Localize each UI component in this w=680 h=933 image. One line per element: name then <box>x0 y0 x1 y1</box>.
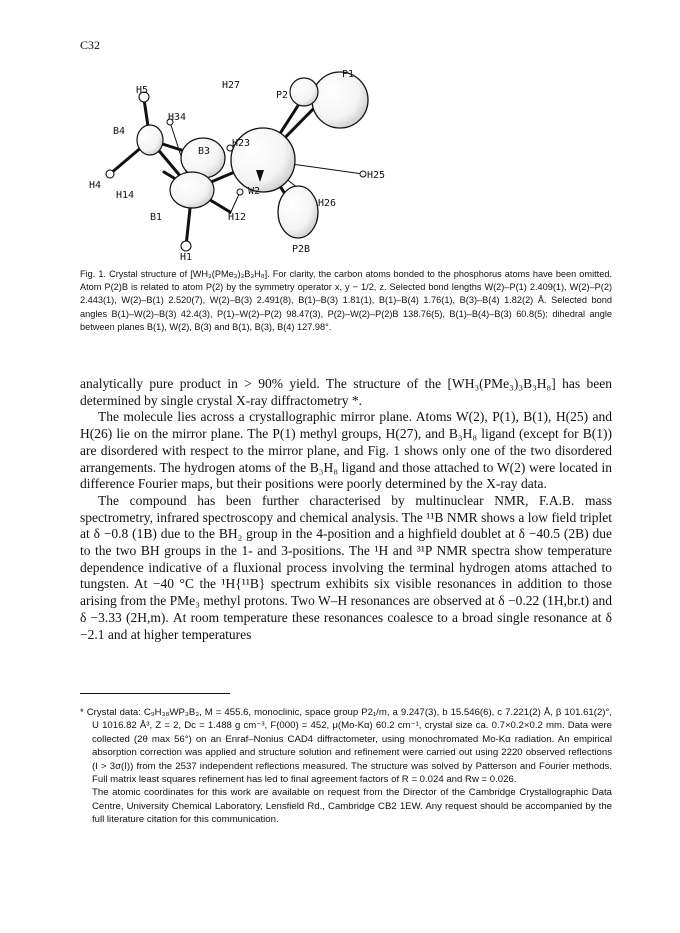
label-h5: H5 <box>136 85 149 96</box>
atom-p1 <box>312 72 368 128</box>
label-h12: H12 <box>228 212 247 223</box>
body-text <box>80 376 612 643</box>
footnote-rule <box>80 693 230 694</box>
atom-h1 <box>181 241 191 251</box>
atom-b1 <box>170 172 214 208</box>
paragraph: analytically pure product in > 90% yield. The structure of the [WH₃(PMe₃)₃B₃H₈] has been determined by single crystal X-ray diffractometry *. <box>80 376 612 408</box>
footnote <box>80 706 612 827</box>
label-h27: H27 <box>222 80 241 91</box>
label-h25: H25 <box>367 170 386 181</box>
label-h1: H1 <box>180 252 193 262</box>
label-p1: P1 <box>342 69 355 80</box>
figure-caption: Fig. 1. Crystal structure of [WH₃(PMe₃)₃B₃H₈]. For clarity, the carbon atoms bonded to the phosphorus atoms have been omitted. Atom P(2)B is related to atom P(2) by the symmetry operator x, y − 1/2, z. Selected bond lengths W(2)–P(1) 2.409(1), W(2)–P(2) 2.443(1), W(2)–B(1) 2.520(7), W(2)–B(3) 2.491(8), B(1)–B(3) 1.81(1), B(1)–B(4) 1.76(1), B(3)–B(4) 1.82(2) Å. Selected bond angles B(1)–W(2)–B(3) 42.4(3), P(1)–W(2)–P(2) 98.47(3), P(2)–W(2)–P(2)B 138.76(5), B(1)–B(4)–B(3) 60.8(5); dihedral angle between planes B(1), W(2), B(3) and B(1), B(3), B(4) 127.98°. <box>80 269 612 332</box>
crystal-structure-figure <box>80 62 620 262</box>
atom-h4 <box>106 170 114 178</box>
footnote-crystal-data: * Crystal data: C₉H₃₈WP₃B₃, M = 455.6, monoclinic, space group P2₁/m, a 9.247(3), b 15.546(6), c 7.221(2) Å, β 101.61(2)°, U 1016.82 Å³, Z = 2, Dc = 1.488 g cm⁻³, F(000) = 452, μ(Mo-Kα) 60.2 cm⁻¹, crystal size ca. 0.7×0.2×0.2 mm. Data were collected (2θ max 56°) on an Enraf–Nonius CAD4 diffractometer, using monochromated Mo-Kα radiation. An empirical absorption correction was applied and structure solution and refinement were carried out using 2220 observed reflections (I > 3σ(I)) from the 2537 independent reflections measured. The structure was solved by Patterson and Fourier methods. Full matrix least squares refinement has led to final agreement factors of R = 0.024 and Rw = 0.026. <box>80 707 612 786</box>
label-b3: B3 <box>198 146 211 157</box>
atom-p2 <box>290 78 318 106</box>
label-h23: H23 <box>232 138 251 149</box>
page-label: C32 <box>80 38 101 52</box>
label-w2: W2 <box>248 186 261 197</box>
atom-h12 <box>237 189 243 195</box>
label-p2: P2 <box>276 90 289 101</box>
paragraph: The compound has been further characterised by multinuclear NMR, F.A.B. mass spectrometry, infrared spectroscopy and chemical analysis. The ¹¹B NMR shows a low field triplet at δ −0.8 (1B) due to the BH₂ group in the 4-position and a highfield doublet at δ −40.5 (2B) due to the two BH groups in the 1- and 3-positions. The ¹H and ³¹P NMR spectra show temperature dependence indicative of a fluxional process involving the terminal hydrogen atoms attached to tungsten. At −40 °C the ¹H{¹¹B} spectrum exhibits six visible resonances in addition to those arising from the PMe₃ methyl protons. Two W–H resonances are observed at δ −0.22 (1H,br.t) and δ −3.33 (2H,m). At room temperature these resonances coalesce to a broad single resonance at δ −2.1 and at higher temperatures <box>80 492 612 642</box>
atom-h25 <box>360 171 366 177</box>
label-h34: H34 <box>168 112 187 123</box>
label-h26: H26 <box>318 198 337 209</box>
label-h4: H4 <box>89 180 102 191</box>
label-b4: B4 <box>113 126 126 137</box>
label-p2b: P2B <box>292 244 311 255</box>
atom-p2b <box>278 186 318 238</box>
label-h14: H14 <box>116 190 135 201</box>
paragraph: The molecule lies across a crystallographic mirror plane. Atoms W(2), P(1), B(1), H(25) and H(26) lie on the mirror plane. The P(1) methyl groups, H(27), and B₃H₈ ligand (except for B(1)) are disordered with respect to the mirror plane, and Fig. 1 shows only one of the two disordered arrangements. The hydrogen atoms of the B₃H₈ ligand and those attached to W(2) were located in difference Fourier maps, but their positions were poorly determined by the X-ray data. <box>80 409 612 492</box>
label-b1: B1 <box>150 212 163 223</box>
footnote-availability: The atomic coordinates for this work are available on request from the Director of the Cambridge Crystallographic Data Centre, University Chemical Laboratory, Lensfield Rd., Cambridge CB2 1EW. Any request should be accompanied by the full literature citation for this communication. <box>92 787 612 826</box>
atom-b4 <box>137 125 163 155</box>
